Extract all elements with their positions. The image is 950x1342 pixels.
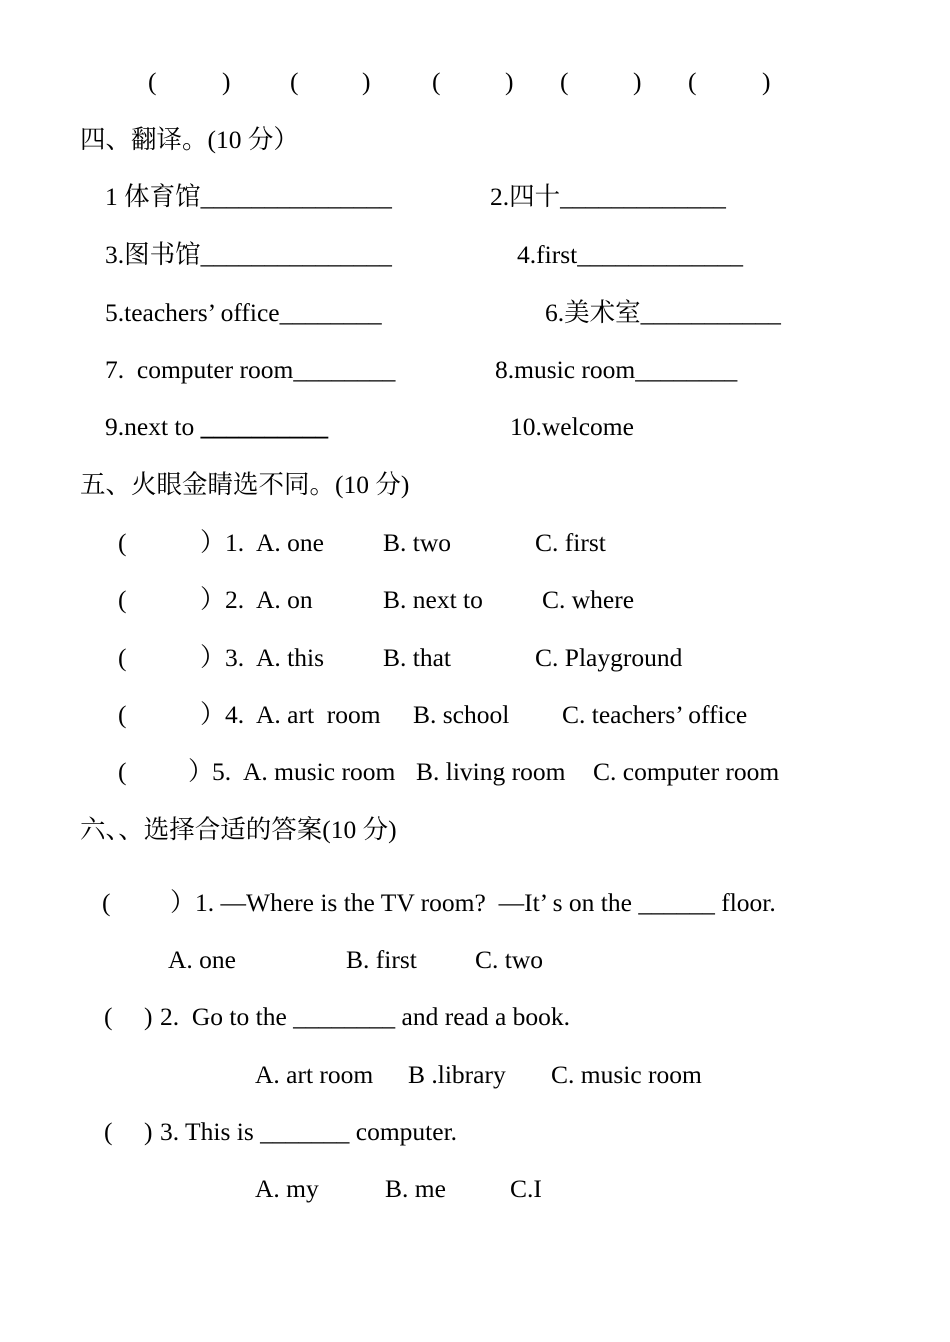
bracket-open: ( (118, 700, 127, 729)
translation-label: 7. computer room (105, 355, 294, 384)
bracket-close: ） (200, 643, 226, 672)
bracket-open: ( (118, 757, 127, 786)
translation-row (0, 298, 950, 328)
option-a: A. music room (243, 757, 396, 786)
translation-row (0, 240, 950, 270)
question-stem: 1. —Where is the TV room? —It’ s on the ______ floor. (195, 888, 776, 917)
answer-bracket-open: ( (148, 67, 157, 96)
section-5-heading-line (0, 470, 950, 500)
option-b: B. next to (383, 585, 483, 614)
multiple-choice-question (0, 1002, 950, 1032)
bracket-open: ( (102, 888, 111, 917)
translation-label: 2.四十 (490, 182, 561, 211)
section-6-heading-line (0, 815, 950, 845)
answer-blank: ___________ (640, 298, 781, 327)
option-c: C. two (475, 945, 544, 974)
answer-bracket-open: ( (560, 67, 569, 96)
translation-item (510, 412, 634, 442)
question-stem: 3. This is _______ computer. (160, 1117, 458, 1146)
question-number: 2. (225, 585, 245, 614)
translation-item (105, 182, 392, 212)
translation-row (0, 182, 950, 212)
bracket-close: ） (200, 585, 226, 614)
odd-one-out-question (0, 757, 950, 787)
answer-bracket-close: ) (762, 67, 771, 96)
bracket-close: ） (188, 757, 214, 786)
translation-item (545, 298, 781, 328)
answer-blank: _____________ (560, 182, 726, 211)
answer-blank: _______________ (200, 240, 392, 269)
translation-label: 1 体育馆 (105, 182, 201, 211)
bracket-open: ( (118, 643, 127, 672)
translation-item (105, 298, 382, 328)
multiple-choice-question (0, 1117, 950, 1147)
odd-one-out-question (0, 643, 950, 673)
answer-blank: _______________ (200, 182, 392, 211)
answer-blank: ________ (279, 298, 382, 327)
bracket-close: ） (170, 888, 196, 917)
answer-brackets-row (0, 67, 950, 97)
option-b: B. school (413, 700, 510, 729)
translation-label: 6.美术室 (545, 298, 641, 327)
option-a: A. my (255, 1174, 319, 1203)
answer-blank: __________ (200, 412, 329, 441)
section-4-heading-line (0, 125, 950, 155)
bracket-close: ） (200, 528, 226, 557)
option-c: C. where (542, 585, 635, 614)
translation-row (0, 412, 950, 442)
odd-one-out-question (0, 700, 950, 730)
option-c: C. first (535, 528, 606, 557)
option-c: C.I (510, 1174, 542, 1203)
option-b: B. first (346, 945, 417, 974)
answer-bracket-close: ) (222, 67, 231, 96)
options-row (0, 1060, 950, 1090)
translation-item (105, 355, 395, 385)
answer-bracket-open: ( (290, 67, 299, 96)
answer-bracket-close: ) (362, 67, 371, 96)
odd-one-out-question (0, 528, 950, 558)
question-number: 3. (225, 643, 245, 672)
section-6-heading: 六、、选择合适的答案(10 分) (80, 815, 397, 844)
answer-blank: ________ (635, 355, 738, 384)
answer-bracket-open: ( (688, 67, 697, 96)
translation-item (517, 240, 743, 270)
translation-label: 10.welcome (510, 412, 634, 441)
option-b: B. two (383, 528, 452, 557)
answer-bracket-close: ) (633, 67, 642, 96)
option-b: B .library (408, 1060, 506, 1089)
options-row (0, 1174, 950, 1204)
option-a: A. art room (256, 700, 381, 729)
translation-label: 9.next to (105, 412, 201, 441)
option-b: B. living room (416, 757, 566, 786)
translation-label: 8.music room (495, 355, 636, 384)
option-c: C. teachers’ office (562, 700, 748, 729)
multiple-choice-question (0, 888, 950, 918)
answer-bracket-open: ( (432, 67, 441, 96)
option-a: A. one (168, 945, 236, 974)
answer-blank: ________ (293, 355, 396, 384)
answer-blank: _____________ (577, 240, 743, 269)
bracket-open: ( (104, 1117, 113, 1146)
translation-label: 5.teachers’ office (105, 298, 280, 327)
option-a: A. this (256, 643, 325, 672)
bracket-close: ) (144, 1002, 153, 1031)
translation-item (105, 412, 328, 442)
translation-item (495, 355, 737, 385)
bracket-open: ( (104, 1002, 113, 1031)
translation-label: 3.图书馆 (105, 240, 201, 269)
options-row (0, 945, 950, 975)
option-b: B. that (383, 643, 451, 672)
option-a: A. art room (255, 1060, 374, 1089)
section-5-heading: 五、火眼金睛选不同。(10 分) (80, 470, 410, 499)
translation-item (490, 182, 726, 212)
translation-label: 4.first (517, 240, 578, 269)
option-a: A. one (256, 528, 324, 557)
question-number: 4. (225, 700, 245, 729)
bracket-close: ） (200, 700, 226, 729)
answer-bracket-close: ) (505, 67, 514, 96)
option-c: C. Playground (535, 643, 683, 672)
bracket-open: ( (118, 528, 127, 557)
option-b: B. me (385, 1174, 446, 1203)
option-c: C. computer room (593, 757, 780, 786)
option-a: A. on (256, 585, 313, 614)
question-number: 1. (225, 528, 245, 557)
odd-one-out-question (0, 585, 950, 615)
question-number: 5. (212, 757, 232, 786)
bracket-open: ( (118, 585, 127, 614)
translation-item (105, 240, 392, 270)
bracket-close: ) (144, 1117, 153, 1146)
option-c: C. music room (551, 1060, 702, 1089)
section-4-heading: 四、翻译。(10 分） (80, 125, 299, 154)
translation-row (0, 355, 950, 385)
question-stem: 2. Go to the ________ and read a book. (160, 1002, 571, 1031)
